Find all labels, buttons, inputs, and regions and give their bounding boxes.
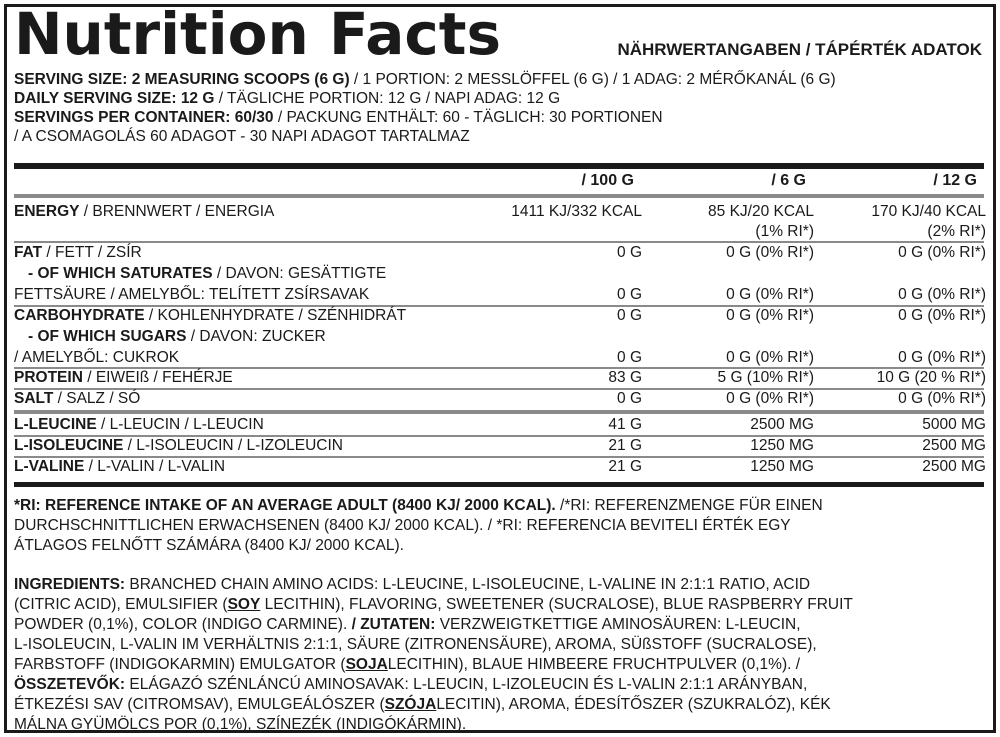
value-12g-ri: (2% RI*) (927, 223, 986, 240)
row-name-rest: / L-ISOLEUCIN / L-IZOLEUCIN (123, 437, 344, 454)
row-name (14, 368, 233, 388)
zutaten-heading: / ZUTATEN: (351, 616, 436, 633)
value-12g: 0 G (0% RI*) (898, 244, 986, 261)
divider-thick (14, 163, 984, 169)
ingredients-text: LECITHIN), BLAUE HIMBEERE FRUCHTPULVER (0,1%). / (387, 656, 801, 673)
ingredients-line (14, 655, 984, 675)
value-6g: 5 G (10% RI*) (717, 369, 814, 386)
allergen-soy: SOY (227, 596, 261, 613)
value-12g: 170 KJ/40 KCAL (871, 203, 986, 220)
value-100g: 21 G (608, 437, 642, 454)
ingredients-text: BRANCHED CHAIN AMINO ACIDS: L-LEUCINE, L-ISOLEUCINE, L-VALINE IN 2:1:1 RATIO, ACID (125, 576, 811, 593)
serving-info (14, 70, 984, 146)
row-name-line2: / AMELYBŐL: CUKROK (14, 349, 180, 366)
row-name-bold: - OF WHICH SUGARS (28, 328, 187, 345)
ri-note-line1 (14, 496, 984, 516)
column-header-12g: / 12 G (933, 172, 977, 189)
divider-amino (14, 410, 984, 414)
row-name-bold: - OF WHICH SATURATES (28, 265, 213, 282)
servings-container-line2: / A CSOMAGOLÁS 60 ADAGOT - 30 NAPI ADAGOT TARTALMAZ (14, 128, 470, 145)
ri-note-line2: DURCHSCHNITTLICHEN ERWACHSENEN (8400 KJ/ 2000 KCAL). / *RI: REFERENCIA BEVITELI ÉRTÉK EGY (14, 517, 791, 534)
row-name-rest: / BRENNWERT / ENERGIA (79, 203, 275, 220)
ri-note (14, 496, 984, 556)
ingredients-text: LECITIN), AROMA, ÉDESÍTŐSZER (SZUKRALÓZ), KÉK (436, 696, 831, 713)
row-name-bold: L-LEUCINE (14, 416, 97, 433)
row-name-rest: / KOHLENHYDRATE / SZÉNHIDRÁT (144, 307, 407, 324)
row-name-rest: / SALZ / SÓ (53, 390, 141, 407)
row-name-rest: / DAVON: GESÄTTIGTE (212, 265, 387, 282)
value-100g: 0 G (617, 349, 642, 366)
value-12g: 0 G (0% RI*) (898, 349, 986, 366)
divider-thick-bottom (14, 482, 984, 487)
ingredients (14, 575, 984, 735)
value-6g: 0 G (0% RI*) (726, 244, 814, 261)
serving-size-bold: SERVING SIZE: 2 MEASURING SCOOPS (6 G) (14, 71, 350, 88)
value-100g: 83 G (608, 369, 642, 386)
row-name-rest: / L-VALIN / L-VALIN (84, 458, 226, 475)
servings-container-line (14, 108, 984, 127)
divider-header (14, 194, 984, 198)
row-name-bold: PROTEIN (14, 369, 83, 386)
row-name (14, 415, 264, 435)
column-header-100g: / 100 G (581, 172, 634, 189)
column-header-6g: / 6 G (771, 172, 806, 189)
value-100g: 0 G (617, 307, 642, 324)
row-name (14, 243, 142, 263)
ingredients-text: LECITHIN), FLAVORING, SWEETENER (SUCRALOSE), BLUE RASPBERRY FRUIT (260, 596, 853, 613)
row-name-bold: SALT (14, 390, 54, 407)
ingredients-heading: INGREDIENTS: (14, 576, 126, 593)
row-name (14, 389, 140, 409)
value-100g: 1411 KJ/332 KCAL (511, 203, 642, 220)
page-title: Nutrition Facts (14, 0, 501, 68)
row-divider (14, 241, 984, 243)
row-name (14, 306, 406, 326)
ingredients-line (14, 595, 984, 615)
row-name (14, 202, 274, 222)
row-name-bold: L-ISOLEUCINE (14, 437, 124, 454)
ri-note-line3: ÁTLAGOS FELNŐTT SZÁMÁRA (8400 KJ/ 2000 KCAL). (14, 537, 404, 554)
value-6g: 1250 MG (750, 437, 814, 454)
value-6g: 0 G (0% RI*) (726, 286, 814, 303)
row-name-rest: / DAVON: ZUCKER (186, 328, 326, 345)
allergen-szoja: SZÓJA (384, 696, 437, 713)
value-100g: 41 G (608, 416, 642, 433)
value-12g: 2500 MG (922, 458, 986, 475)
ingredients-line: L-ISOLEUCIN, L-VALIN IM VERHÄLTNIS 2:1:1, SÄURE (ZITRONENSÄURE), AROMA, SÜßSTOFF (SUCRALOSE), (14, 636, 817, 653)
value-6g: 1250 MG (750, 458, 814, 475)
row-name (14, 264, 386, 284)
value-6g: 0 G (0% RI*) (726, 349, 814, 366)
row-name (14, 327, 326, 347)
value-100g: 0 G (617, 244, 642, 261)
value-12g: 0 G (0% RI*) (898, 286, 986, 303)
value-6g: 0 G (0% RI*) (726, 307, 814, 324)
ingredients-text: (CITRIC ACID), EMULSIFIER ( (14, 596, 228, 613)
value-100g: 21 G (608, 458, 642, 475)
serving-size-rest: / 1 PORTION: 2 MESSLÖFFEL (6 G) / 1 ADAG: 2 MÉRŐKANÁL (6 G) (349, 71, 836, 88)
ri-note-rest: /*RI: REFERENZMENGE FÜR EINEN (555, 497, 823, 514)
value-6g: 85 KJ/20 KCAL (708, 203, 814, 220)
value-6g: 2500 MG (750, 416, 814, 433)
daily-serving-bold: DAILY SERVING SIZE: 12 G (14, 90, 215, 107)
servings-container-bold: SERVINGS PER CONTAINER: 60/30 (14, 109, 274, 126)
ingredients-text: FARBSTOFF (INDIGOKARMIN) EMULGATOR ( (14, 656, 346, 673)
allergen-soja: SOJA (345, 656, 388, 673)
ingredients-text: ÉTKEZÉSI SAV (CITROMSAV), EMULGEÁLÓSZER ( (14, 696, 385, 713)
value-12g: 2500 MG (922, 437, 986, 454)
value-12g: 0 G (0% RI*) (898, 307, 986, 324)
row-name-bold: CARBOHYDRATE (14, 307, 145, 324)
row-name-bold: L-VALINE (14, 458, 85, 475)
serving-size-line (14, 70, 984, 89)
servings-container-rest: / PACKUNG ENTHÄLT: 60 - TÄGLICH: 30 PORTIONEN (273, 109, 663, 126)
row-name (14, 457, 225, 477)
page-subtitle: NÄHRWERTANGABEN / TÁPÉRTÉK ADATOK (617, 40, 982, 59)
row-name-line2: FETTSÄURE / AMELYBŐL: TELÍTETT ZSÍRSAVAK (14, 286, 370, 303)
ingredients-line (14, 675, 984, 695)
row-name-rest: / L-LEUCIN / L-LEUCIN (96, 416, 264, 433)
value-100g: 0 G (617, 286, 642, 303)
title-row (14, 0, 984, 70)
ingredients-text: VERZWEIGTKETTIGE AMINOSÄUREN: L-LEUCIN, (435, 616, 801, 633)
row-name-rest: / FETT / ZSÍR (42, 244, 142, 261)
value-12g: 0 G (0% RI*) (898, 390, 986, 407)
ingredients-line (14, 695, 984, 715)
ingredients-text: POWDER (0,1%), COLOR (INDIGO CARMINE). (14, 616, 352, 633)
ri-note-bold: *RI: REFERENCE INTAKE OF AN AVERAGE ADULT (8400 KJ/ 2000 KCAL). (14, 497, 556, 514)
osszetevok-heading: ÖSSZETEVŐK: (14, 676, 126, 693)
daily-serving-rest: / TÄGLICHE PORTION: 12 G / NAPI ADAG: 12 G (214, 90, 561, 107)
row-name-bold: FAT (14, 244, 43, 261)
ingredients-line (14, 575, 984, 595)
daily-serving-line (14, 89, 984, 108)
value-6g-ri: (1% RI*) (755, 223, 814, 240)
value-12g: 5000 MG (922, 416, 986, 433)
row-name-rest: / EIWEIß / FEHÉRJE (82, 369, 233, 386)
ingredients-line: MÁLNA GYÜMÖLCS POR (0,1%), SZÍNEZÉK (INDIGÓKÁRMIN). (14, 716, 467, 733)
value-6g: 0 G (0% RI*) (726, 390, 814, 407)
value-12g: 10 G (20 % RI*) (876, 369, 986, 386)
row-divider (14, 388, 984, 390)
row-name (14, 436, 343, 456)
row-name-bold: ENERGY (14, 203, 80, 220)
ingredients-line (14, 615, 984, 635)
ingredients-text: ELÁGAZÓ SZÉNLÁNCÚ AMINOSAVAK: L-LEUCIN, L-IZOLEUCIN ÉS L-VALIN 2:1:1 ARÁNYBAN, (125, 676, 808, 693)
value-100g: 0 G (617, 390, 642, 407)
